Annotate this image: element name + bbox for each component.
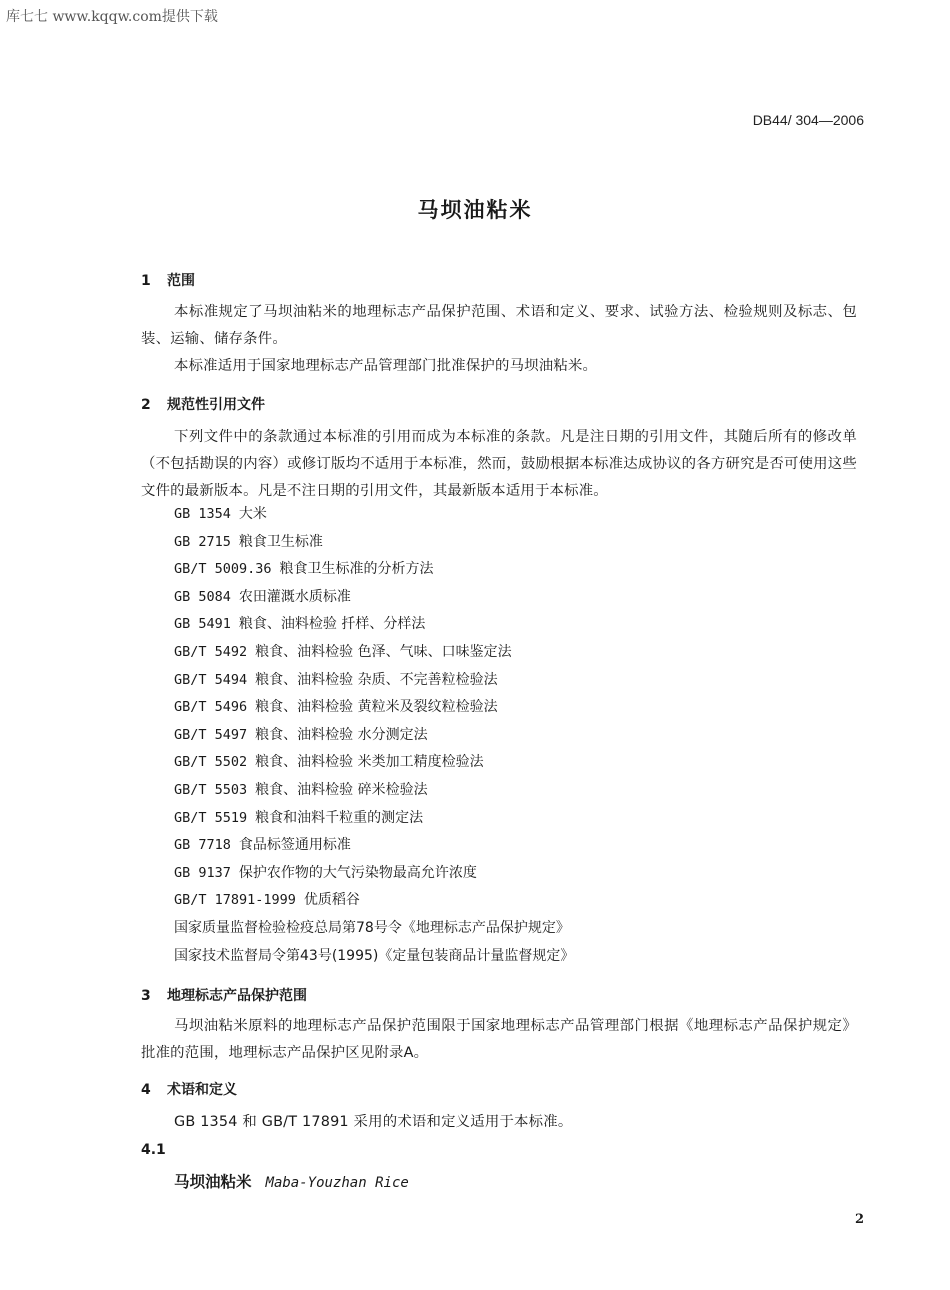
page-title: 马坝油粘米 — [417, 198, 533, 222]
reference-item — [174, 531, 323, 551]
reference-title: 粮食、油料检验 黄粒米及裂纹粒检验法 — [255, 699, 498, 716]
reference-title: 食品标签通用标准 — [238, 837, 351, 854]
reference-code: GB/T 5492 — [174, 644, 248, 660]
section-2-paragraph-1: 下列文件中的条款通过本标准的引用而成为本标准的条款。凡是注日期的引用文件，其随后所有的修改单（不包括勘误的内容）或修订版均不适用于本标准，然而，鼓励根据本标准达成协议的各方研究是否可使用这些文件的最新版本。凡是不注日期的引用文件，其最新版本适用于本标准。 — [141, 429, 857, 499]
reference-item — [174, 586, 351, 606]
reference-code: GB/T 5009.36 — [174, 561, 272, 578]
reference-code: GB 9137 — [174, 864, 231, 881]
reference-item — [174, 751, 484, 771]
reference-item — [174, 503, 267, 523]
reference-title: 粮食、油料检验 米类加工精度检验法 — [255, 754, 484, 771]
reference-title: 粮食卫生标准的分析方法 — [279, 561, 434, 578]
reference-item — [174, 696, 498, 716]
reference-item — [174, 862, 477, 882]
term-chinese: 马坝油粘米 — [174, 1173, 252, 1191]
term-english: Maba-Youzhan Rice — [265, 1175, 409, 1191]
reference-item — [174, 641, 512, 661]
reference-item — [174, 613, 425, 633]
reference-code: GB/T 5503 — [174, 782, 248, 798]
section-1-paragraph-2: 本标准适用于国家地理标志产品管理部门批准保护的马坝油粘米。 — [174, 358, 598, 374]
section-title: 范围 — [167, 273, 195, 289]
reference-title: 农田灌溉水质标准 — [238, 588, 351, 605]
reference-item — [174, 779, 428, 799]
section-number: 1 — [141, 273, 151, 289]
page-number: 2 — [854, 1212, 864, 1227]
reference-code: GB 1354 — [174, 506, 231, 522]
reference-code: GB/T 5519 — [174, 809, 248, 826]
reference-title: 粮食和油料千粒重的测定法 — [255, 809, 424, 826]
reference-title: 保护农作物的大气污染物最高允许浓度 — [238, 864, 477, 881]
section-number: 4 — [141, 1082, 151, 1098]
section-1-heading — [141, 270, 195, 290]
reference-item — [174, 889, 360, 909]
section-4-heading — [141, 1079, 237, 1099]
reference-item — [174, 558, 434, 578]
section-title: 地理标志产品保护范围 — [167, 988, 307, 1004]
section-2-heading — [141, 394, 265, 414]
reference-title: 国家技术监督局令第43号(1995)《定量包装商品计量监督规定》 — [174, 947, 575, 964]
reference-code: GB 5084 — [174, 588, 231, 605]
reference-title: 粮食、油料检验 色泽、气味、口味鉴定法 — [255, 644, 512, 660]
term-entry — [174, 1170, 409, 1192]
section-3-paragraph-1: 马坝油粘米原料的地理标志产品保护范围限于国家地理标志产品管理部门根据《地理标志产品保护规定》批准的范围，地理标志产品保护区见附录A。 — [141, 1018, 857, 1061]
subsection-4-1-number: 4.1 — [141, 1142, 166, 1158]
reference-title: 粮食、油料检验 碎米检验法 — [255, 782, 428, 798]
reference-code: GB/T 17891-1999 — [174, 892, 296, 909]
section-4-paragraph-1: GB 1354 和 GB/T 17891 采用的术语和定义适用于本标准。 — [174, 1114, 573, 1130]
reference-code: GB 7718 — [174, 837, 231, 854]
reference-item — [174, 917, 570, 937]
reference-item — [174, 669, 498, 689]
reference-code: GB/T 5494 — [174, 671, 248, 688]
section-title: 规范性引用文件 — [167, 397, 265, 413]
document-number: DB44/ 304—2006 — [752, 112, 864, 128]
reference-code: GB 2715 — [174, 533, 231, 550]
reference-item — [174, 807, 423, 827]
reference-code: GB/T 5497 — [174, 726, 248, 743]
reference-title: 粮食、油料检验 水分测定法 — [255, 726, 428, 743]
reference-title: 优质稻谷 — [303, 892, 360, 909]
section-number: 3 — [141, 988, 151, 1004]
reference-code: GB/T 5496 — [174, 699, 248, 716]
reference-item — [174, 945, 574, 965]
reference-item — [174, 724, 428, 744]
section-title: 术语和定义 — [167, 1082, 237, 1098]
reference-item — [174, 834, 351, 854]
reference-code: GB 5491 — [174, 616, 231, 633]
reference-title: 粮食、油料检验 杂质、不完善粒检验法 — [255, 671, 498, 688]
section-number: 2 — [141, 397, 151, 413]
reference-title: 国家质量监督检验检疫总局第78号令《地理标志产品保护规定》 — [174, 920, 570, 936]
section-1-paragraph-1: 本标准规定了马坝油粘米的地理标志产品保护范围、术语和定义、要求、试验方法、检验规则及标志、包装、运输、储存条件。 — [141, 304, 857, 347]
reference-title: 大米 — [238, 506, 267, 522]
reference-code: GB/T 5502 — [174, 754, 248, 771]
watermark: 库七七 www.kqqw.com提供下载 — [6, 9, 218, 25]
reference-title: 粮食、油料检验 扦样、分样法 — [238, 616, 426, 633]
reference-title: 粮食卫生标准 — [238, 533, 323, 550]
section-3-heading — [141, 985, 307, 1005]
